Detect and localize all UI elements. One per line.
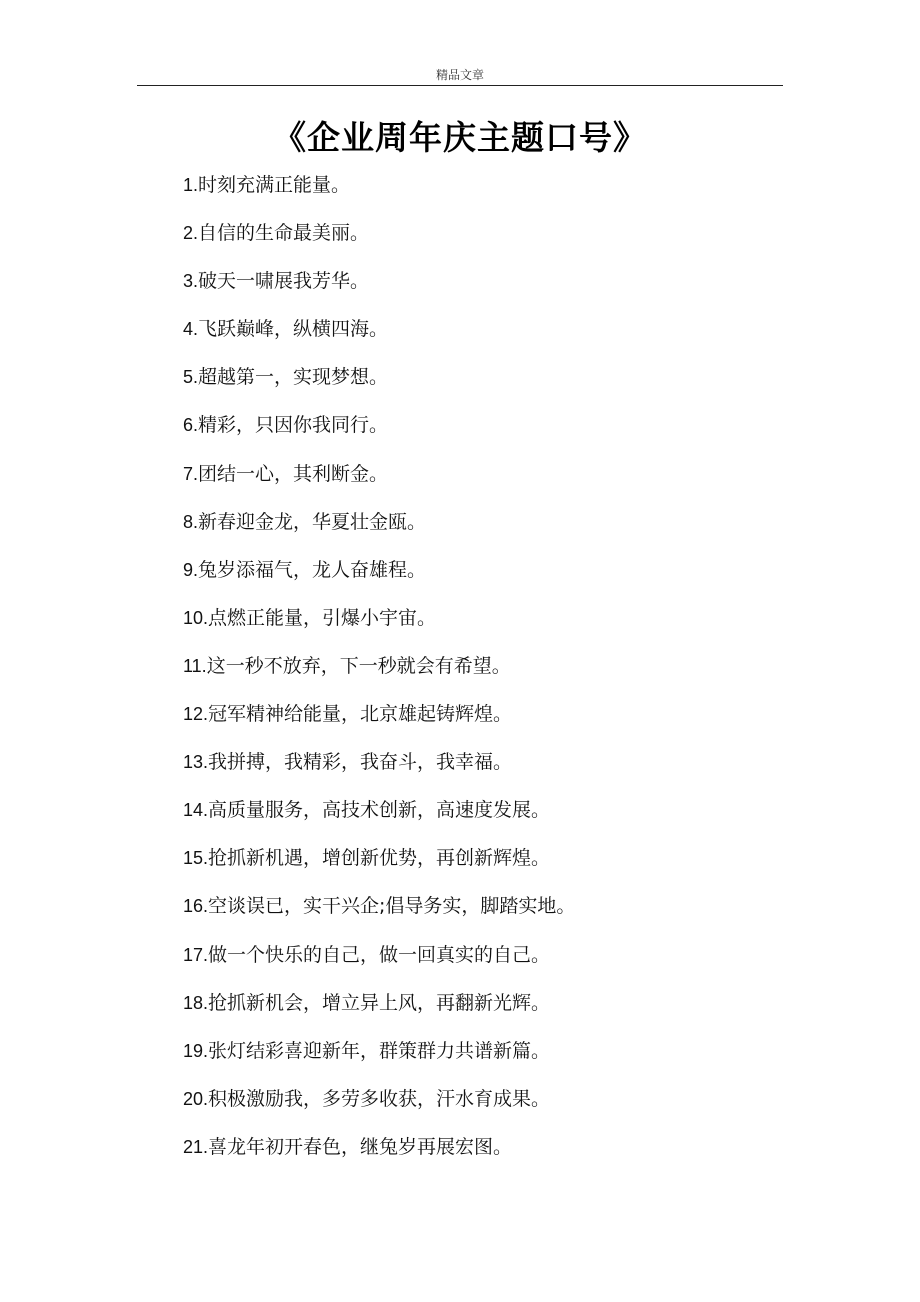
slogan-text: 我拼搏，我精彩，我奋斗，我幸福。 — [208, 751, 513, 774]
slogan-number: 19. — [183, 1040, 209, 1061]
slogan-number: 12. — [183, 704, 209, 725]
slogan-number: 13. — [183, 752, 209, 773]
slogan-number: 9. — [183, 559, 199, 580]
list-item — [183, 651, 575, 699]
list-item — [183, 988, 575, 1036]
list-item — [183, 170, 575, 218]
list-item — [183, 940, 575, 988]
slogan-number: 20. — [183, 1088, 209, 1109]
slogan-text: 积极激励我，多劳多收获，汗水育成果。 — [208, 1087, 551, 1110]
slogan-text: 张灯结彩喜迎新年，群策群力共谱新篇。 — [208, 1039, 551, 1062]
slogan-text: 空谈误已，实干兴企;倡导务实，脚踏实地。 — [208, 895, 576, 918]
slogan-text: 高质量服务，高技术创新，高速度发展。 — [208, 799, 551, 822]
slogan-text: 团结一心，其利断金。 — [198, 462, 389, 485]
list-item — [183, 507, 575, 555]
slogan-list — [183, 170, 575, 1180]
list-item — [183, 266, 575, 314]
slogan-text: 飞跃巅峰，纵横四海。 — [198, 318, 389, 341]
list-item — [183, 1084, 575, 1132]
list-item — [183, 1036, 575, 1084]
slogan-number: 21. — [183, 1136, 209, 1157]
slogan-text: 兔岁添福气，龙人奋雄程。 — [198, 558, 427, 581]
slogan-text: 做一个快乐的自己，做一回真实的自己。 — [208, 943, 551, 966]
slogan-text: 喜龙年初开春色，继兔岁再展宏图。 — [208, 1135, 513, 1158]
list-item — [183, 795, 575, 843]
list-item — [183, 891, 575, 939]
slogan-text: 时刻充满正能量。 — [198, 174, 351, 196]
slogan-text: 抢抓新机遇，增创新优势，再创新辉煌。 — [208, 847, 551, 870]
list-item — [183, 218, 575, 266]
slogan-text: 破天一啸展我芳华。 — [198, 270, 370, 293]
slogan-number: 3. — [183, 271, 199, 292]
slogan-number: 5. — [183, 367, 199, 388]
slogan-number: 18. — [183, 992, 209, 1013]
list-item — [183, 362, 575, 410]
slogan-text: 抢抓新机会，增立异上风，再翻新光辉。 — [208, 991, 551, 1014]
slogan-number: 6. — [183, 415, 199, 436]
slogan-text: 自信的生命最美丽。 — [198, 222, 370, 245]
slogan-text: 超越第一，实现梦想。 — [198, 366, 389, 389]
slogan-text: 精彩，只因你我同行。 — [198, 414, 389, 437]
header-label: 精品文章 — [435, 68, 484, 82]
list-item — [183, 747, 575, 795]
list-item — [183, 410, 575, 458]
header-divider — [137, 85, 783, 86]
slogan-number: 1. — [183, 175, 199, 195]
list-item — [183, 555, 575, 603]
list-item — [183, 459, 575, 507]
list-item — [183, 603, 575, 651]
slogan-number: 17. — [183, 944, 209, 965]
slogan-number: 14. — [183, 800, 209, 821]
page-title: 《企业周年庆主题口号》 — [273, 118, 647, 157]
list-item — [183, 843, 575, 891]
slogan-text: 这一秒不放弃，下一秒就会有希望。 — [206, 654, 511, 677]
slogan-text: 冠军精神给能量，北京雄起铸辉煌。 — [208, 703, 513, 726]
slogan-number: 8. — [183, 511, 199, 532]
slogan-number: 2. — [183, 223, 199, 244]
slogan-number: 11. — [183, 655, 207, 676]
list-item — [183, 314, 575, 362]
slogan-text: 点燃正能量，引爆小宇宙。 — [208, 606, 437, 629]
slogan-number: 7. — [183, 463, 199, 484]
slogan-number: 15. — [183, 848, 209, 869]
slogan-text: 新春迎金龙，华夏壮金瓯。 — [198, 510, 427, 533]
list-item — [183, 1132, 575, 1180]
slogan-number: 4. — [183, 319, 199, 340]
list-item — [183, 699, 575, 747]
slogan-number: 16. — [183, 896, 209, 917]
slogan-number: 10. — [183, 607, 209, 628]
